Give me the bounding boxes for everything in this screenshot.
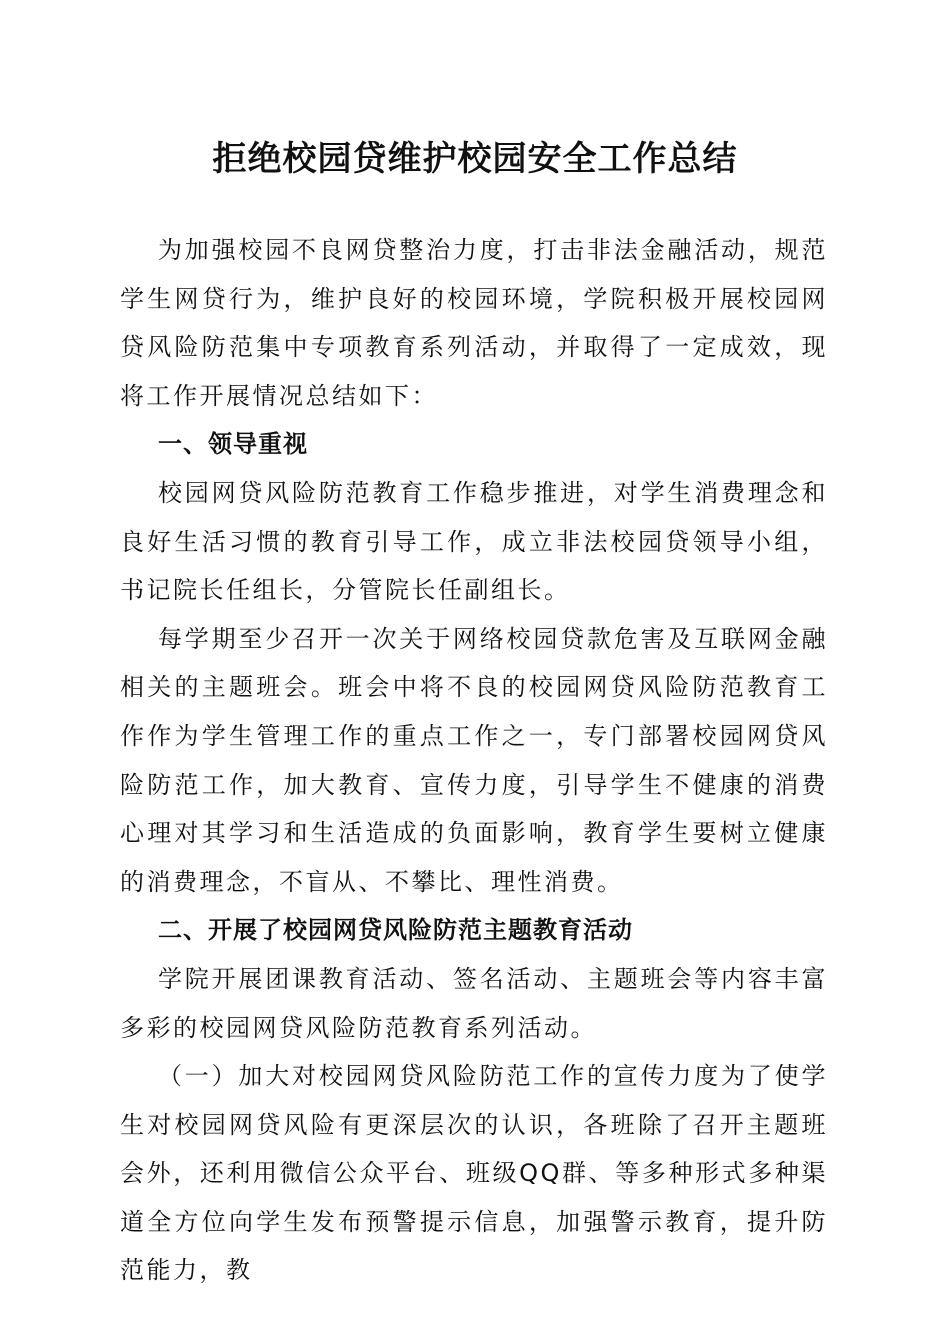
publicity-paragraph: （一）加大对校园网贷风险防范工作的宣传力度为了使学生对校园网贷风险有更深层次的认识，各班除了召开主题班会外，还利用微信公众平台、班级QQ群、等多种形式多种渠道全方位向学生发布预警提示信息，加强警示教育，提升防范能力，教 bbox=[120, 1062, 828, 1285]
activities-paragraph: 学院开展团课教育活动、签名活动、主题班会等内容丰富多彩的校园网贷风险防范教育系列活动。 bbox=[120, 964, 828, 1042]
document-title: 拒绝校园贷维护校园安全工作总结 bbox=[212, 139, 738, 179]
intro-paragraph: 为加强校园不良网贷整治力度，打击非法金融活动，规范学生网贷行为，维护良好的校园环境，学院积极开展校园网贷风险防范集中专项教育系列活动，并取得了一定成效，现将工作开展情况总结如下： bbox=[120, 236, 828, 410]
document-body bbox=[120, 226, 828, 1295]
section-heading-activities: 二、开展了校园网贷风险防范主题教育活动 bbox=[158, 916, 633, 945]
class-meeting-paragraph: 每学期至少召开一次关于网络校园贷款危害及互联网金融相关的主题班会。班会中将不良的校园网贷风险防范教育工作作为学生管理工作的重点工作之一，专门部署校园网贷风险防范工作，加大教育、宣传力度，引导学生不健康的消费心理对其学习和生活造成的负面影响，教育学生要树立健康的消费理念，不盲从、不攀比、理性消费。 bbox=[120, 624, 828, 896]
section-heading-leadership: 一、领导重视 bbox=[158, 430, 308, 459]
leadership-paragraph: 校园网贷风险防范教育工作稳步推进，对学生消费理念和良好生活习惯的教育引导工作，成立非法校园贷领导小组，书记院长任组长，分管院长任副组长。 bbox=[120, 478, 828, 605]
